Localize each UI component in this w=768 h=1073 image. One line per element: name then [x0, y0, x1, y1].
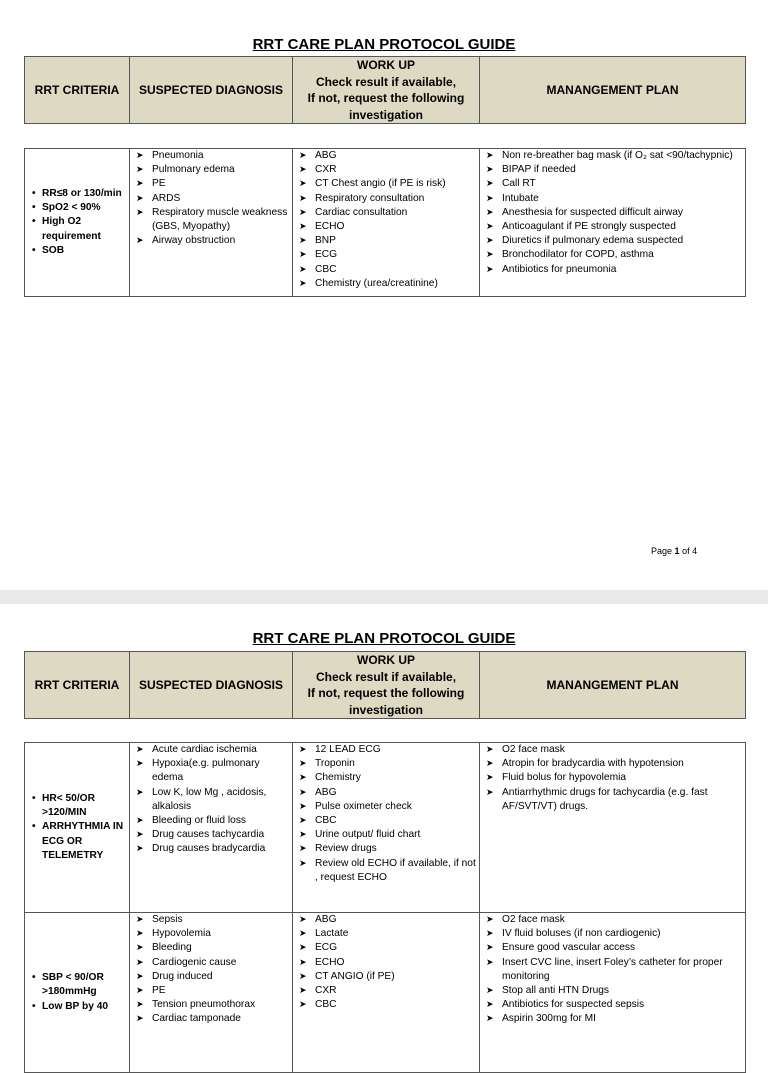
- header-diagnosis: SUSPECTED DIAGNOSIS: [130, 652, 293, 719]
- list-item: ➤ ABG: [299, 913, 476, 927]
- list-item: ➤ O2 face mask: [486, 743, 742, 757]
- header-workup-line: Check result if available,: [315, 74, 457, 89]
- list-item: ➤ ECHO: [299, 956, 476, 970]
- page-separator: [0, 590, 768, 604]
- list-item: ➤ Sepsis: [136, 913, 289, 927]
- list-item: ➤ O2 face mask: [486, 913, 742, 927]
- list-item: ➤ Hypoxia(e.g. pulmonary edema: [136, 757, 289, 785]
- protocol-table: [24, 148, 746, 297]
- header-workup-line: If not, request the following: [307, 91, 465, 105]
- page-title: RRT CARE PLAN PROTOCOL GUIDE: [252, 630, 516, 647]
- list-item: ➤ BIPAP if needed: [486, 163, 742, 177]
- list-item: • RR≤8 or 130/min: [29, 187, 126, 201]
- list-item: ➤ BNP: [299, 234, 476, 248]
- list-item: ➤ ECG: [299, 941, 476, 955]
- list-item: ➤ Antibiotics for suspected sepsis: [486, 998, 742, 1012]
- list-item: ➤ Drug induced: [136, 970, 289, 984]
- page-number-label: Page: [651, 546, 673, 556]
- list-item: ➤ Anticoagulant if PE strongly suspected: [486, 220, 742, 234]
- protocol-table: [24, 742, 746, 1073]
- list-item: • SOB: [29, 244, 126, 258]
- list-item: ➤ Review drugs: [299, 842, 476, 856]
- diagnosis-cell: [130, 149, 293, 297]
- list-item: • High O2 requirement: [29, 215, 126, 243]
- list-item: ➤ Low K, low Mg , acidosis, alkalosis: [136, 786, 289, 814]
- list-item: • SpO2 < 90%: [29, 201, 126, 215]
- list-item: ➤ Bleeding: [136, 941, 289, 955]
- list-item: ➤ Pulse oximeter check: [299, 800, 476, 814]
- list-item: ➤ Pulmonary edema: [136, 163, 289, 177]
- list-item: ➤ Chemistry (urea/creatinine): [299, 277, 476, 291]
- page-number-value: 1: [674, 546, 680, 556]
- list-item: ➤ CT ANGIO (if PE): [299, 970, 476, 984]
- list-item: ➤ Ensure good vascular access: [486, 941, 742, 955]
- table-row: [25, 743, 746, 913]
- list-item: ➤ Cardiogenic cause: [136, 956, 289, 970]
- header-workup: [293, 652, 480, 719]
- header-workup-line: WORK UP: [357, 653, 415, 667]
- list-item: ➤ Antibiotics for pneumonia: [486, 263, 742, 277]
- management-cell: [480, 913, 746, 1073]
- list-item: ➤ Fluid bolus for hypovolemia: [486, 771, 742, 785]
- header-criteria: RRT CRITERIA: [25, 57, 130, 124]
- header-table: [24, 56, 746, 124]
- header-workup-line: WORK UP: [357, 58, 415, 72]
- diagnosis-cell: [130, 743, 293, 913]
- list-item: ➤ Anesthesia for suspected difficult airway: [486, 206, 742, 220]
- list-item: • HR< 50/OR >120/MIN: [29, 792, 126, 820]
- page-number-total: of 4: [682, 546, 698, 556]
- list-item: ➤ Review old ECHO if available, if not , request ECHO: [299, 857, 476, 885]
- list-item: ➤ ECG: [299, 248, 476, 262]
- list-item: ➤ CT Chest angio (if PE is risk): [299, 177, 476, 191]
- list-item: ➤ Drug causes bradycardia: [136, 842, 289, 856]
- list-item: ➤ Non re-breather bag mask (if O₂ sat <90/tachypnic): [486, 149, 742, 163]
- list-item: ➤ Acute cardiac ischemia: [136, 743, 289, 757]
- header-workup-line: Check result if available,: [315, 669, 457, 684]
- header-criteria: RRT CRITERIA: [25, 652, 130, 719]
- list-item: • ARRHYTHMIA IN ECG OR TELEMETRY: [29, 820, 126, 863]
- document-page-2: [0, 604, 768, 1024]
- list-item: ➤ Insert CVC line, insert Foley’s catheter for proper monitoring: [486, 956, 742, 984]
- header-table: [24, 651, 746, 719]
- list-item: ➤ Aspirin 300mg for MI: [486, 1012, 742, 1026]
- header-workup: [293, 57, 480, 124]
- list-item: ➤ Cardiac consultation: [299, 206, 476, 220]
- list-item: ➤ Bronchodilator for COPD, asthma: [486, 248, 742, 262]
- header-management: MANANGEMENT PLAN: [480, 652, 746, 719]
- list-item: ➤ CXR: [299, 984, 476, 998]
- list-item: ➤ Troponin: [299, 757, 476, 771]
- page-title: RRT CARE PLAN PROTOCOL GUIDE: [252, 36, 516, 53]
- list-item: ➤ IV fluid boluses (if non cardiogenic): [486, 927, 742, 941]
- list-item: ➤ Atropin for bradycardia with hypotension: [486, 757, 742, 771]
- table-row: [25, 913, 746, 1073]
- workup-cell: [293, 913, 480, 1073]
- list-item: ➤ PE: [136, 177, 289, 191]
- list-item: ➤ Cardiac tamponade: [136, 1012, 289, 1026]
- list-item: ➤ CBC: [299, 263, 476, 277]
- list-item: ➤ Lactate: [299, 927, 476, 941]
- management-cell: [480, 149, 746, 297]
- header-workup-line: investigation: [348, 107, 423, 122]
- list-item: ➤ Intubate: [486, 192, 742, 206]
- criteria-cell: [25, 913, 130, 1073]
- list-item: ➤ ABG: [299, 786, 476, 800]
- list-item: ➤ Bleeding or fluid loss: [136, 814, 289, 828]
- criteria-cell: [25, 743, 130, 913]
- list-item: ➤ Chemistry: [299, 771, 476, 785]
- list-item: ➤ Hypovolemia: [136, 927, 289, 941]
- list-item: ➤ Call RT: [486, 177, 742, 191]
- header-management: MANANGEMENT PLAN: [480, 57, 746, 124]
- header-diagnosis: SUSPECTED DIAGNOSIS: [130, 57, 293, 124]
- workup-cell: [293, 149, 480, 297]
- table-row: [25, 149, 746, 297]
- list-item: • SBP < 90/OR >180mmHg: [29, 971, 126, 999]
- list-item: ➤ PE: [136, 984, 289, 998]
- page-number: [651, 546, 697, 556]
- list-item: ➤ Stop all anti HTN Drugs: [486, 984, 742, 998]
- list-item: ➤ Antiarrhythmic drugs for tachycardia (e.g. fast AF/SVT/VT) drugs.: [486, 786, 742, 814]
- workup-cell: [293, 743, 480, 913]
- list-item: ➤ 12 LEAD ECG: [299, 743, 476, 757]
- criteria-cell: [25, 149, 130, 297]
- list-item: ➤ Respiratory consultation: [299, 192, 476, 206]
- header-workup-line: investigation: [348, 702, 423, 717]
- list-item: ➤ Tension pneumothorax: [136, 998, 289, 1012]
- diagnosis-cell: [130, 913, 293, 1073]
- list-item: ➤ Urine output/ fluid chart: [299, 828, 476, 842]
- list-item: ➤ CBC: [299, 814, 476, 828]
- list-item: ➤ ARDS: [136, 192, 289, 206]
- list-item: • Low BP by 40: [29, 1000, 126, 1014]
- list-item: ➤ Airway obstruction: [136, 234, 289, 248]
- list-item: ➤ Drug causes tachycardia: [136, 828, 289, 842]
- header-workup-line: If not, request the following: [307, 686, 465, 700]
- list-item: ➤ ECHO: [299, 220, 476, 234]
- list-item: ➤ CBC: [299, 998, 476, 1012]
- list-item: ➤ Pneumonia: [136, 149, 289, 163]
- list-item: ➤ ABG: [299, 149, 476, 163]
- list-item: ➤ Diuretics if pulmonary edema suspected: [486, 234, 742, 248]
- management-cell: [480, 743, 746, 913]
- list-item: ➤ CXR: [299, 163, 476, 177]
- list-item: ➤ Respiratory muscle weakness (GBS, Myopathy): [136, 206, 289, 234]
